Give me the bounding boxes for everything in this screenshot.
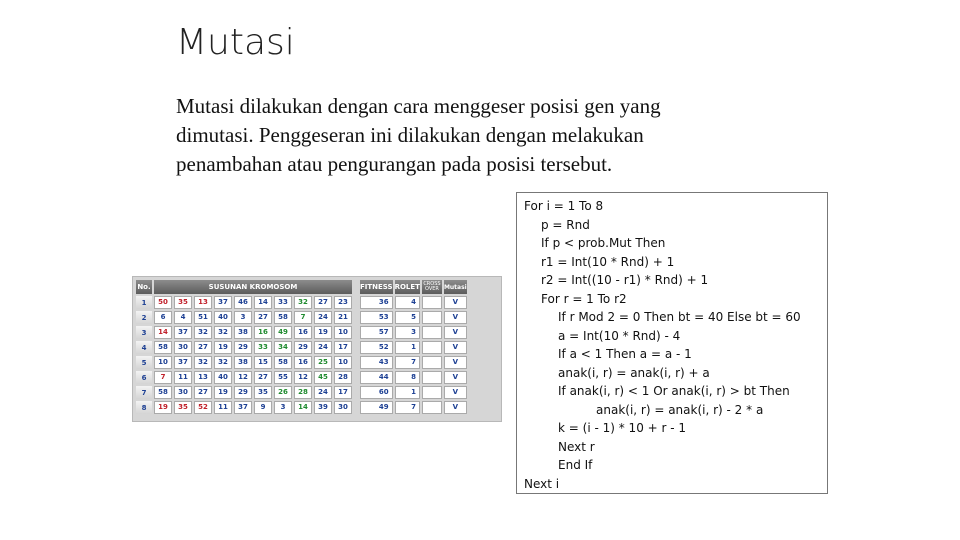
code-line: k = (i - 1) * 10 + r - 1 [558,421,687,435]
gene-cell: 29 [294,341,312,354]
gene-cell: 51 [194,311,212,324]
gene-cell: 15 [254,356,272,369]
code-line: For r = 1 To r2 [541,291,627,306]
table-row [136,401,467,414]
gene-cell: 16 [294,356,312,369]
code-line: If p < prob.Mut Then [541,236,666,250]
code-line: For i = 1 To 8 [524,199,604,213]
row-number: 6 [136,371,152,384]
gene-cell: 21 [334,311,352,324]
rolet-cell: 5 [395,311,420,324]
gene-cell: 32 [194,356,212,369]
row-number: 2 [136,311,152,324]
table-row [136,296,467,309]
slide-title: Mutasi [176,22,295,63]
code-line: r1 = Int(10 * Rnd) + 1 [541,254,675,269]
gene-cell: 49 [274,326,292,339]
gene-cell: 27 [194,341,212,354]
code-line: anak(i, r) = anak(i, r) - 2 * a [596,402,764,417]
gene-cell: 32 [214,356,232,369]
gene-cell: 30 [174,341,192,354]
gene-cell: 19 [214,341,232,354]
rolet-cell: 7 [395,356,420,369]
gene-cell: 11 [214,401,232,414]
table-row [136,326,467,339]
fitness-cell: 57 [360,326,393,339]
gene-cell: 32 [194,326,212,339]
gene-cell: 3 [234,311,252,324]
fitness-cell: 52 [360,341,393,354]
code-line: Next r [558,439,595,454]
header-crossover-top: CROSS [423,281,441,287]
row-number: 1 [136,296,152,309]
gene-cell: 19 [154,401,172,414]
gene-cell: 16 [254,326,272,339]
gene-cell: 13 [194,371,212,384]
gene-cell: 45 [314,371,332,384]
gene-cell: 17 [334,386,352,399]
rolet-cell: 3 [395,326,420,339]
gene-cell: 24 [314,341,332,354]
gene-cell: 30 [334,401,352,414]
gene-cell: 6 [154,311,172,324]
chromosome-table-image [132,276,502,422]
gene-cell: 37 [174,356,192,369]
gene-cell: 27 [254,371,272,384]
crossover-cell [422,311,442,324]
gene-cell: 58 [274,356,292,369]
crossover-cell [422,341,442,354]
gene-cell: 37 [234,401,252,414]
gene-cell: 52 [194,401,212,414]
gene-cell: 4 [174,311,192,324]
gene-cell: 58 [154,341,172,354]
mutasi-cell: V [444,296,467,309]
row-number: 5 [136,356,152,369]
gene-cell: 14 [294,401,312,414]
gene-cell: 32 [214,326,232,339]
chromosome-table-body [136,296,467,414]
gene-cell: 50 [154,296,172,309]
code-line: a = Int(10 * Rnd) - 4 [558,328,681,343]
row-number: 4 [136,341,152,354]
row-number: 7 [136,386,152,399]
gene-cell: 55 [274,371,292,384]
table-row [136,356,467,369]
header-rolet: ROLET [395,280,420,294]
gene-cell: 35 [254,386,272,399]
fitness-cell: 49 [360,401,393,414]
fitness-cell: 60 [360,386,393,399]
gene-cell: 29 [234,341,252,354]
gene-cell: 11 [174,371,192,384]
gene-cell: 17 [334,341,352,354]
column-spacer [354,311,358,324]
column-spacer [354,401,358,414]
fitness-cell: 53 [360,311,393,324]
gene-cell: 13 [194,296,212,309]
gene-cell: 27 [254,311,272,324]
rolet-cell: 1 [395,386,420,399]
mutasi-cell: V [444,341,467,354]
code-line: If a < 1 Then a = a - 1 [558,347,692,361]
gene-cell: 12 [234,371,252,384]
gene-cell: 10 [154,356,172,369]
gene-cell: 38 [234,326,252,339]
mutasi-cell: V [444,356,467,369]
column-spacer [354,341,358,354]
column-spacer [354,356,358,369]
gene-cell: 37 [174,326,192,339]
gene-cell: 39 [314,401,332,414]
gene-cell: 28 [294,386,312,399]
gene-cell: 33 [254,341,272,354]
rolet-cell: 4 [395,296,420,309]
crossover-cell [422,356,442,369]
gene-cell: 24 [314,311,332,324]
gene-cell: 25 [314,356,332,369]
table-row [136,386,467,399]
gene-cell: 10 [334,356,352,369]
gene-cell: 3 [274,401,292,414]
gene-cell: 35 [174,296,192,309]
crossover-cell [422,371,442,384]
table-row [136,311,467,324]
header-no: No. [136,280,152,294]
mutasi-cell: V [444,326,467,339]
body-line: Mutasi dilakukan dengan cara menggeser posisi gen yang [176,94,661,118]
gene-cell: 58 [154,386,172,399]
row-number: 3 [136,326,152,339]
header-mutasi: Mutasi [444,280,467,294]
crossover-cell [422,386,442,399]
crossover-cell [422,296,442,309]
rolet-cell: 7 [395,401,420,414]
fitness-cell: 44 [360,371,393,384]
gene-cell: 46 [234,296,252,309]
gene-cell: 27 [194,386,212,399]
code-box [516,192,828,494]
rolet-cell: 8 [395,371,420,384]
column-spacer [354,296,358,309]
code-line: r2 = Int((10 - r1) * Rnd) + 1 [541,273,709,287]
crossover-cell [422,326,442,339]
gene-cell: 24 [314,386,332,399]
code-line: End If [558,458,593,472]
gene-cell: 30 [174,386,192,399]
table-row [136,341,467,354]
code-line: Next i [524,476,560,491]
code-line: If r Mod 2 = 0 Then bt = 40 Else bt = 60 [558,310,801,324]
gene-cell: 40 [214,311,232,324]
gene-cell: 19 [314,326,332,339]
header-crossover-bottom: OVER [424,286,439,292]
code-line: p = Rnd [541,217,590,232]
gene-cell: 7 [154,371,172,384]
gene-cell: 10 [334,326,352,339]
mutasi-cell: V [444,311,467,324]
gene-cell: 38 [234,356,252,369]
gene-cell: 35 [174,401,192,414]
gene-cell: 58 [274,311,292,324]
mutasi-cell: V [444,386,467,399]
crossover-cell [422,401,442,414]
code-lines [524,197,827,493]
gene-cell: 33 [274,296,292,309]
body-line: dimutasi. Penggeseran ini dilakukan dengan melakukan [176,123,644,147]
column-spacer [354,386,358,399]
gene-cell: 34 [274,341,292,354]
column-spacer [354,326,358,339]
chromosome-table [134,278,469,416]
mutasi-cell: V [444,401,467,414]
gene-cell: 7 [294,311,312,324]
mutasi-cell: V [444,371,467,384]
header-crossover [422,280,442,294]
gene-cell: 16 [294,326,312,339]
row-number: 8 [136,401,152,414]
rolet-cell: 1 [395,341,420,354]
gene-cell: 32 [294,296,312,309]
gene-cell: 19 [214,386,232,399]
code-line: If anak(i, r) < 1 Or anak(i, r) > bt Then [558,384,790,398]
fitness-cell: 36 [360,296,393,309]
table-row [136,371,467,384]
gene-cell: 27 [314,296,332,309]
body-line: penambahan atau pengurangan pada posisi tersebut. [176,152,613,176]
header-kromosom: SUSUNAN KROMOSOM [154,280,352,294]
gene-cell: 14 [254,296,272,309]
column-spacer [354,371,358,384]
gene-cell: 14 [154,326,172,339]
slide-body [176,92,776,179]
gene-cell: 12 [294,371,312,384]
gene-cell: 37 [214,296,232,309]
fitness-cell: 43 [360,356,393,369]
gene-cell: 26 [274,386,292,399]
gene-cell: 40 [214,371,232,384]
gene-cell: 23 [334,296,352,309]
gene-cell: 28 [334,371,352,384]
header-spacer [354,280,358,294]
header-fitness: FITNESS [360,280,393,294]
code-line: anak(i, r) = anak(i, r) + a [558,365,710,380]
gene-cell: 29 [234,386,252,399]
gene-cell: 9 [254,401,272,414]
